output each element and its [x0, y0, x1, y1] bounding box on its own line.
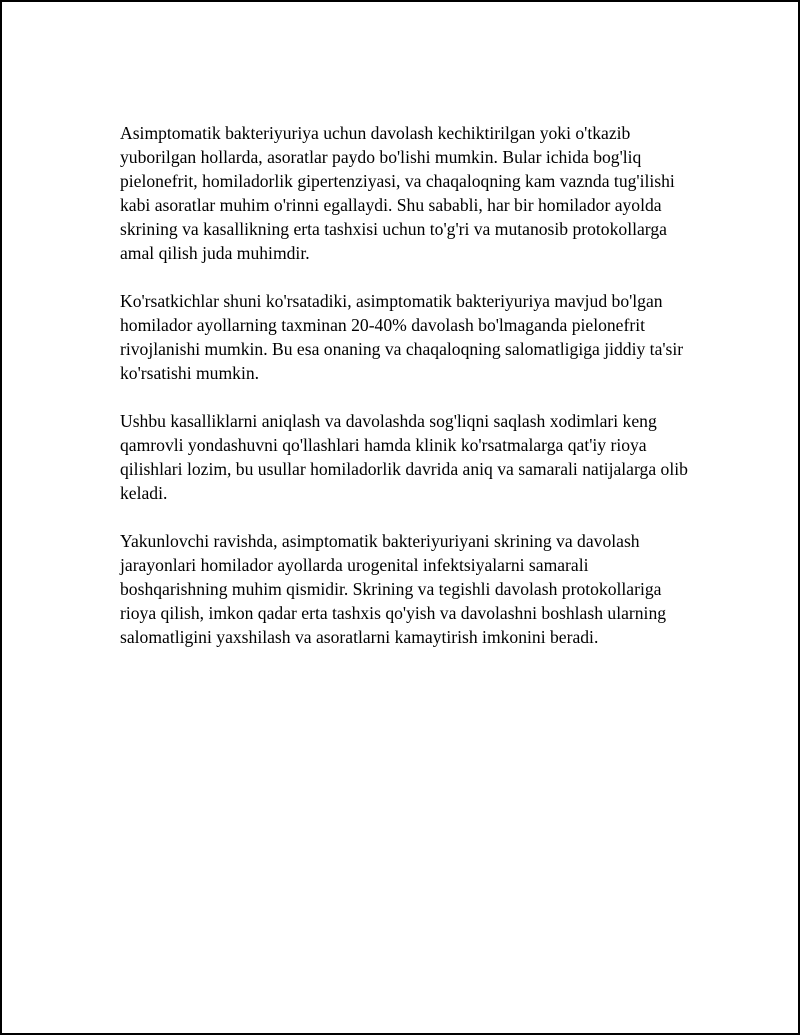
paragraph-3: Ushbu kasalliklarni aniqlash va davolashda sog'liqni saqlash xodimlari keng qamrovli yondashuvni qo'llashlari hamda klinik ko'rsatmalarga qat'iy rioya qilishlari lozim, bu usullar homiladorlik davrida aniq va samarali natijalarga olib keladi.	[120, 411, 688, 503]
paragraph-1: Asimptomatik bakteriyuriya uchun davolash kechiktirilgan yoki o'tkazib yuborilgan hollarda, asoratlar paydo bo'lishi mumkin. Bular ichida bog'liq pielonefrit, homiladorlik gipertenziyasi, va chaqaloqning kam vaznda tug'ilishi kabi asoratlar muhim o'rinni egallaydi. Shu sababli, har bir homilador ayolda skrining va kasallikning erta tashxisi uchun to'g'ri va mutanosib protokollarga amal qilish juda muhimdir.	[120, 123, 675, 263]
paragraph-4: Yakunlovchi ravishda, asimptomatik bakteriyuriyani skrining va davolash jarayonlari homilador ayollarda urogenital infektsiyalarni samarali boshqarishning muhim qismidir. Skrining va tegishli davolash protokollariga rioya qilish, imkon qadar erta tashxis qo'yish va davolashni boshlash ularning salomatligini yaxshilash va asoratlarni kamaytirish imkonini beradi.	[120, 531, 667, 647]
paragraph-2: Ko'rsatkichlar shuni ko'rsatadiki, asimptomatik bakteriyuriya mavjud bo'lgan homilador ayollarning taxminan 20-40% davolash bo'lmaganda pielonefrit rivojlanishi mumkin. Bu esa onaning va chaqaloqning salomatligiga jiddiy ta'sir ko'rsatishi mumkin.	[120, 291, 684, 383]
document-body	[120, 121, 695, 673]
